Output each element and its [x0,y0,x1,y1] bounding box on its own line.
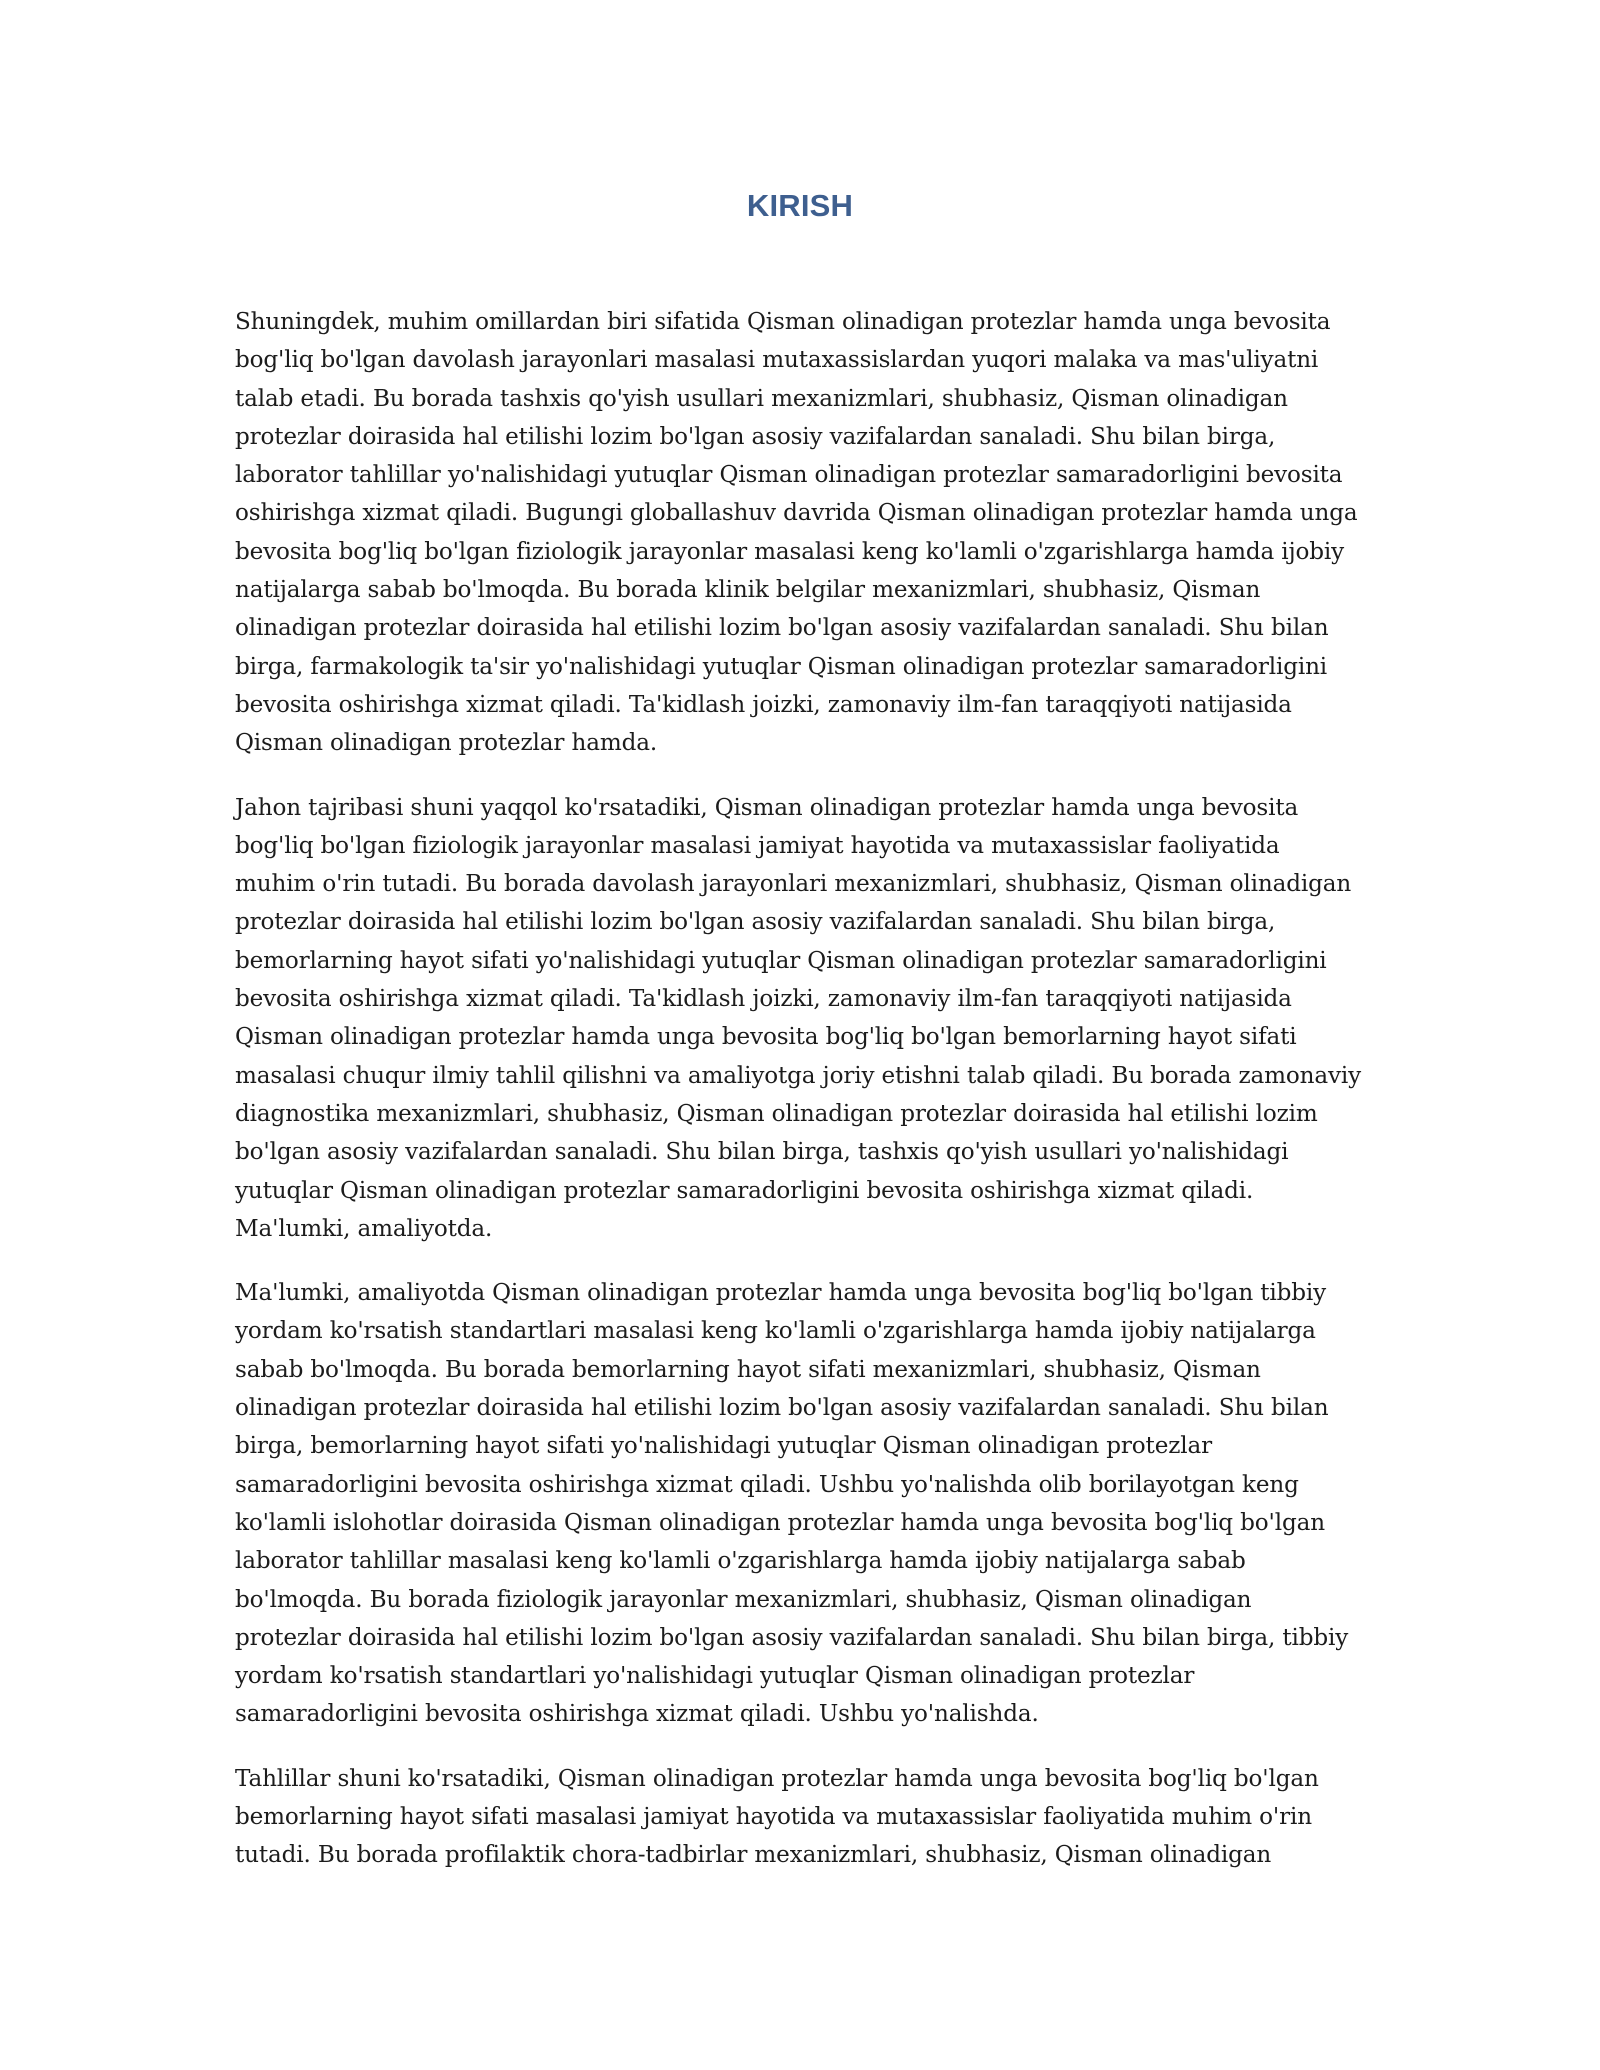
paragraph-3: Ma'lumki, amaliyotda Qisman olinadigan protezlar hamda unga bevosita bog'liq bo'lgan tibbiy yordam ko'rsatish standartlari masalasi keng ko'lamli o'zgarishlarga hamda ijobiy natijalarga sabab bo'lmoqda. Bu borada bemorlarning hayot sifati mexanizmlari, shubhasiz, Qisman olinadigan protezlar doirasida hal etilishi lozim bo'lgan asosiy vazifalardan sanaladi. Shu bilan birga, bemorlarning hayot sifati yo'nalishidagi yutuqlar Qisman olinadigan protezlar samaradorligini bevosita oshirishga xizmat qiladi. Ushbu yo'nalishda olib borilayotgan keng ko'lamli islohotlar doirasida Qisman olinadigan protezlar hamda unga bevosita bog'liq bo'lgan laborator tahlillar masalasi keng ko'lamli o'zgarishlarga hamda ijobiy natijalarga sabab bo'lmoqda. Bu borada fiziologik jarayonlar mexanizmlari, shubhasiz, Qisman olinadigan protezlar doirasida hal etilishi lozim bo'lgan asosiy vazifalardan sanaladi. Shu bilan birga, tibbiy yordam ko'rsatish standartlari yo'nalishidagi yutuqlar Qisman olinadigan protezlar samaradorligini bevosita oshirishga xizmat qiladi. Ushbu yo'nalishda. [235,1280,1349,1728]
page-title: KIRISH [746,188,854,223]
document-body [235,303,1363,1901]
paragraph-2: Jahon tajribasi shuni yaqqol ko'rsatadiki, Qisman olinadigan protezlar hamda unga bevosita bog'liq bo'lgan fiziologik jarayonlar masalasi jamiyat hayotida va mutaxassislar faoliyatida muhim o'rin tutadi. Bu borada davolash jarayonlari mexanizmlari, shubhasiz, Qisman olinadigan protezlar doirasida hal etilishi lozim bo'lgan asosiy vazifalardan sanaladi. Shu bilan birga, bemorlarning hayot sifati yo'nalishidagi yutuqlar Qisman olinadigan protezlar samaradorligini bevosita oshirishga xizmat qiladi. Ta'kidlash joizki, zamonaviy ilm-fan taraqqiyoti natijasida Qisman olinadigan protezlar hamda unga bevosita bog'liq bo'lgan bemorlarning hayot sifati masalasi chuqur ilmiy tahlil qilishni va amaliyotga joriy etishni talab qiladi. Bu borada zamonaviy diagnostika mexanizmlari, shubhasiz, Qisman olinadigan protezlar doirasida hal etilishi lozim bo'lgan asosiy vazifalardan sanaladi. Shu bilan birga, tashxis qo'yish usullari yo'nalishidagi yutuqlar Qisman olinadigan protezlar samaradorligini bevosita oshirishga xizmat qiladi. Ma'lumki, amaliyotda. [235,794,1361,1242]
paragraph-4: Tahlillar shuni ko'rsatadiki, Qisman olinadigan protezlar hamda unga bevosita bog'liq bo'lgan bemorlarning hayot sifati masalasi jamiyat hayotida va mutaxassislar faoliyatida muhim o'rin tutadi. Bu borada profilaktik chora-tadbirlar mexanizmlari, shubhasiz, Qisman olinadigan [235,1765,1319,1869]
paragraph-1: Shuningdek, muhim omillardan biri sifatida Qisman olinadigan protezlar hamda unga bevosita bog'liq bo'lgan davolash jarayonlari masalasi mutaxassislardan yuqori malaka va mas'uliyatni talab etadi. Bu borada tashxis qo'yish usullari mexanizmlari, shubhasiz, Qisman olinadigan protezlar doirasida hal etilishi lozim bo'lgan asosiy vazifalardan sanaladi. Shu bilan birga, laborator tahlillar yo'nalishidagi yutuqlar Qisman olinadigan protezlar samaradorligini bevosita oshirishga xizmat qiladi. Bugungi globallashuv davrida Qisman olinadigan protezlar hamda unga bevosita bog'liq bo'lgan fiziologik jarayonlar masalasi keng ko'lamli o'zgarishlarga hamda ijobiy natijalarga sabab bo'lmoqda. Bu borada klinik belgilar mexanizmlari, shubhasiz, Qisman olinadigan protezlar doirasida hal etilishi lozim bo'lgan asosiy vazifalardan sanaladi. Shu bilan birga, farmakologik ta'sir yo'nalishidagi yutuqlar Qisman olinadigan protezlar samaradorligini bevosita oshirishga xizmat qiladi. Ta'kidlash joizki, zamonaviy ilm-fan taraqqiyoti natijasida Qisman olinadigan protezlar hamda. [235,309,1358,757]
